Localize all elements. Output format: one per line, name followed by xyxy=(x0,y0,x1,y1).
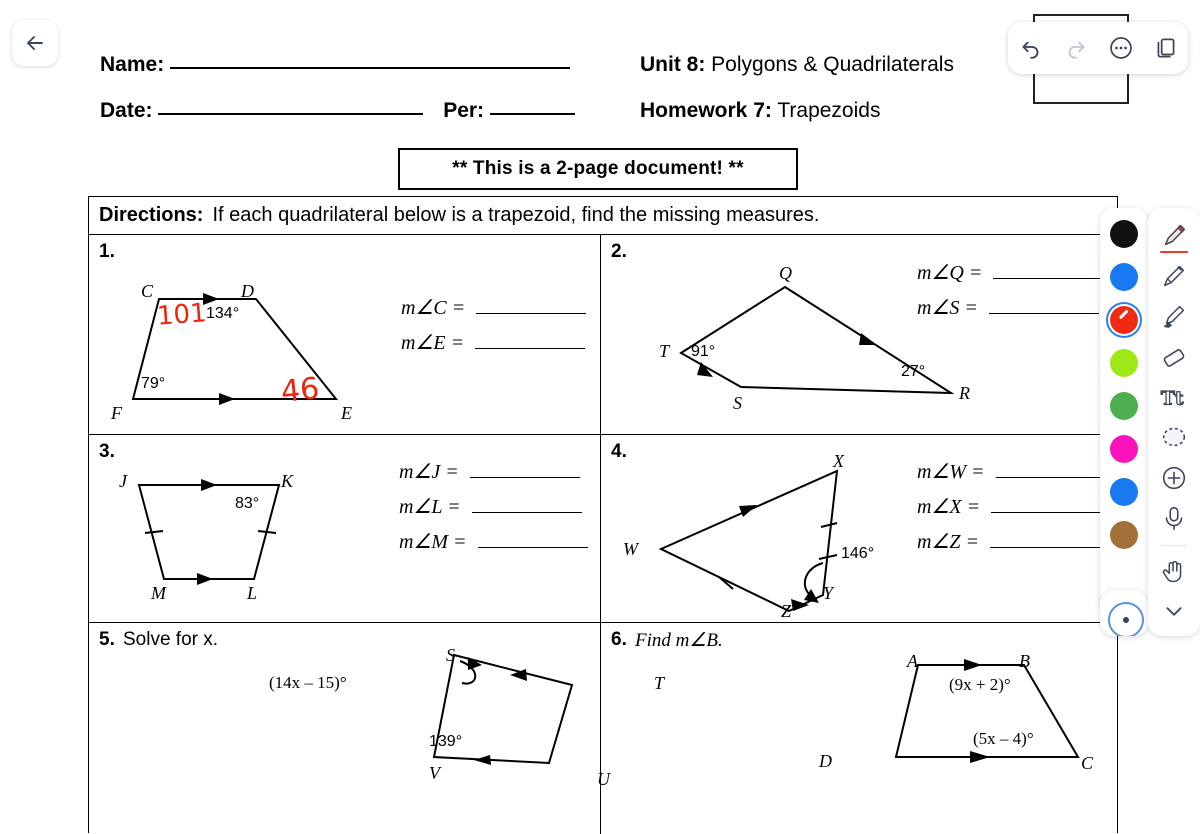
color-swatch-blue2[interactable] xyxy=(1110,478,1138,506)
problem-2-figure xyxy=(661,265,971,415)
microphone-tool[interactable] xyxy=(1157,503,1191,534)
problem-5-vertex-T: T xyxy=(654,673,665,693)
problem-6-angle-C: (5x – 4)° xyxy=(973,729,1034,748)
problem-4-answer-W-blank[interactable] xyxy=(996,477,1106,478)
problem-5-angle-S: (14x – 15)° xyxy=(269,673,347,692)
problem-4-figure xyxy=(641,453,891,623)
problem-4-vertex-Z: Z xyxy=(781,601,792,621)
problem-2-vertex-R: R xyxy=(959,383,970,403)
problem-5-cell xyxy=(89,623,665,834)
problem-3-cell xyxy=(89,435,601,623)
name-label: Name: xyxy=(100,53,165,76)
problem-4-angle-Y: 146° xyxy=(841,545,875,562)
microphone-icon xyxy=(1159,503,1189,533)
problem-3-answer-M-label: m∠M = xyxy=(399,531,467,553)
problem-1-answer-C-label: m∠C = xyxy=(401,297,466,319)
lasso-select-tool[interactable] xyxy=(1157,422,1191,453)
highlighter-tool[interactable] xyxy=(1157,301,1191,332)
problem-3-number: 3. xyxy=(99,441,115,462)
color-swatch-red[interactable] xyxy=(1110,306,1138,334)
name-field-row xyxy=(100,53,570,77)
problem-6-title-text: Find m∠B. xyxy=(635,630,723,651)
problem-2-cell xyxy=(601,235,1119,435)
problem-1-cell xyxy=(89,235,601,435)
problem-6-vertex-C: C xyxy=(1081,753,1094,773)
brush-size-control[interactable] xyxy=(1108,602,1144,636)
pencil-icon xyxy=(1159,261,1189,291)
plus-circle-icon xyxy=(1159,463,1189,493)
problem-4-answer-X xyxy=(917,494,1101,519)
problem-2-answer-Q xyxy=(917,260,1103,285)
two-page-notice xyxy=(398,148,798,190)
problem-4-answer-Z xyxy=(917,529,1100,554)
problem-6-angle-B: (9x + 2)° xyxy=(949,675,1011,694)
problem-1-answer-E-label: m∠E = xyxy=(401,332,465,354)
color-palette xyxy=(1100,208,1148,612)
problem-3-answer-J-label: m∠J = xyxy=(399,461,459,483)
tool-palette xyxy=(1148,208,1200,636)
problem-2-answer-Q-label: m∠Q = xyxy=(917,262,983,284)
homework-title: Trapezoids xyxy=(777,99,881,122)
lasso-icon xyxy=(1159,422,1189,452)
per-blank[interactable] xyxy=(490,113,575,115)
date-blank[interactable] xyxy=(158,113,423,115)
problem-6-vertex-B: B xyxy=(1019,651,1030,671)
problem-2-answer-Q-blank[interactable] xyxy=(993,278,1103,279)
problem-6-cell xyxy=(601,623,1119,834)
problems-grid xyxy=(88,196,1118,833)
problem-5-title: Solve for x. xyxy=(123,629,219,650)
problem-2-vertex-T: T xyxy=(659,341,670,361)
chevron-down-icon xyxy=(1159,596,1189,626)
color-swatch-lime[interactable] xyxy=(1110,349,1138,377)
problem-2-angle-T: 91° xyxy=(691,343,716,360)
problem-3-vertex-J: J xyxy=(119,471,127,491)
collapse-toolbar-button[interactable] xyxy=(1157,596,1191,627)
eraser-tool[interactable] xyxy=(1157,341,1191,372)
homework-label: Homework 7: xyxy=(640,99,772,122)
problem-1-angle-F: 79° xyxy=(141,375,166,392)
problem-2-vertex-Q: Q xyxy=(779,263,792,283)
directions-text: If each quadrilateral below is a trapezoid, find the missing measures. xyxy=(212,204,820,226)
problem-1-answer-E-blank[interactable] xyxy=(475,348,585,349)
problem-6-title xyxy=(635,629,723,652)
color-swatch-blue[interactable] xyxy=(1110,263,1138,291)
problem-4-answer-Z-blank[interactable] xyxy=(990,547,1100,548)
problem-1-answer-C-blank[interactable] xyxy=(476,313,586,314)
problem-1-student-mark-101: 101 xyxy=(156,298,208,332)
problem-1-vertex-D: D xyxy=(241,281,254,301)
problem-3-answer-L-label: m∠L = xyxy=(399,496,461,518)
problem-1-vertex-F: F xyxy=(111,403,122,423)
unit-row xyxy=(640,53,954,77)
add-tool[interactable] xyxy=(1157,462,1191,493)
problem-5-number: 5. xyxy=(99,629,115,650)
problem-1-student-mark-46: 46 xyxy=(279,371,321,410)
pen-icon xyxy=(1159,221,1189,251)
hand-tool[interactable] xyxy=(1157,555,1191,586)
unit-label: Unit 8: xyxy=(640,53,706,76)
color-swatch-green[interactable] xyxy=(1110,392,1138,420)
problem-3-answer-L xyxy=(399,494,582,519)
problem-5-angle-V: 139° xyxy=(429,733,463,750)
problem-5-vertex-U: U xyxy=(597,769,610,789)
problem-1-answer-E xyxy=(401,330,585,355)
problem-3-answer-M-blank[interactable] xyxy=(478,547,588,548)
problem-6-number: 6. xyxy=(611,629,627,650)
text-icon xyxy=(1159,382,1189,412)
problem-4-answer-Z-label: m∠Z = xyxy=(917,531,979,553)
problem-3-answer-M xyxy=(399,529,588,554)
text-tool[interactable] xyxy=(1157,381,1191,412)
problem-3-vertex-L: L xyxy=(247,583,258,603)
problem-3-angle-K: 83° xyxy=(235,495,260,512)
date-label: Date: xyxy=(100,99,153,122)
problem-5-figure xyxy=(344,645,594,795)
problem-4-answer-X-label: m∠X = xyxy=(917,496,981,518)
problem-1-answer-C xyxy=(401,295,586,320)
problem-4-answer-W xyxy=(917,459,1106,484)
problem-4-vertex-W: W xyxy=(623,539,638,559)
problem-2-angle-R: 27° xyxy=(901,363,926,380)
pencil-tool[interactable] xyxy=(1157,260,1191,291)
problem-1-number: 1. xyxy=(99,241,115,262)
problem-5-vertex-V: V xyxy=(429,763,440,783)
per-label: Per: xyxy=(443,99,485,122)
brush-size-panel xyxy=(1100,590,1148,636)
problem-3-answer-L-blank[interactable] xyxy=(472,512,582,513)
problem-4-vertex-X: X xyxy=(833,451,844,471)
problem-1-vertex-E: E xyxy=(341,403,352,423)
problem-2-answer-S-blank[interactable] xyxy=(989,313,1099,314)
svg-text:Tt: Tt xyxy=(1160,387,1184,410)
two-page-notice-text: ** This is a 2-page document! ** xyxy=(452,158,744,179)
hand-icon xyxy=(1159,556,1189,586)
homework-row xyxy=(640,99,880,123)
problem-4-cell xyxy=(601,435,1119,623)
date-field-row xyxy=(100,99,575,123)
color-swatch-brown[interactable] xyxy=(1110,521,1138,549)
problem-4-answer-X-blank[interactable] xyxy=(991,512,1101,513)
tool-divider xyxy=(1161,545,1187,546)
problem-4-number: 4. xyxy=(611,441,627,462)
problem-3-vertex-M: M xyxy=(151,583,166,603)
problem-2-number: 2. xyxy=(611,241,627,262)
problem-3-answer-J-blank[interactable] xyxy=(470,477,580,478)
problem-2-answer-S-label: m∠S = xyxy=(917,297,978,319)
color-swatch-black[interactable] xyxy=(1110,220,1138,248)
problem-4-vertex-Y: Y xyxy=(823,583,834,603)
problem-3-answer-J xyxy=(399,459,580,484)
problem-5-vertex-S: S xyxy=(446,645,455,665)
problem-2-vertex-S: S xyxy=(733,393,742,413)
pen-tool[interactable] xyxy=(1157,220,1191,251)
problem-6-vertex-A: A xyxy=(907,651,918,671)
unit-title: Polygons & Quadrilaterals xyxy=(711,53,954,76)
eraser-icon xyxy=(1159,342,1189,372)
directions-label: Directions: xyxy=(99,204,204,226)
directions-bar xyxy=(89,197,1117,235)
name-blank[interactable] xyxy=(170,67,570,69)
problem-2-answer-S xyxy=(917,295,1099,320)
color-swatch-magenta[interactable] xyxy=(1110,435,1138,463)
problem-1-angle-D: 134° xyxy=(206,305,240,322)
problem-3-vertex-K: K xyxy=(281,471,294,491)
problem-6-vertex-D: D xyxy=(819,751,832,771)
problem-1-vertex-C: C xyxy=(141,281,154,301)
problem-4-answer-W-label: m∠W = xyxy=(917,461,985,483)
highlighter-icon xyxy=(1159,301,1189,331)
